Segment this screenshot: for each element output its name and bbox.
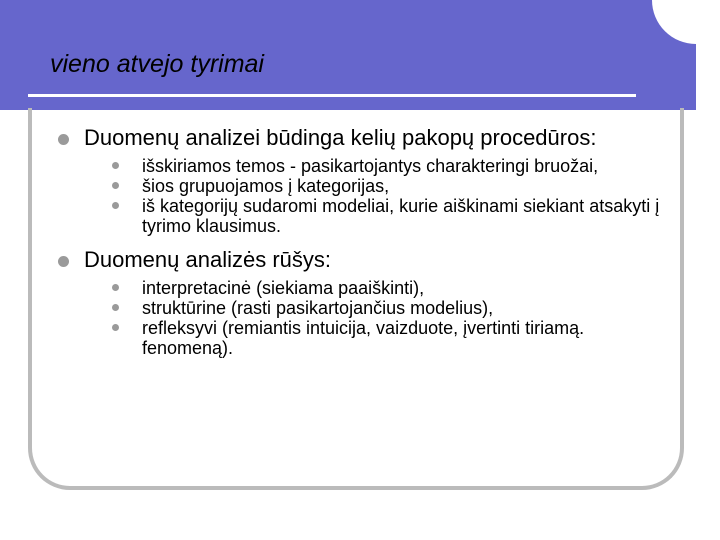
sub-bullet-text: iš kategorijų sudaromi modeliai, kurie aiškinami siekiant atsakyti į tyrimo klausimus. xyxy=(142,196,660,236)
sub-bullet-list xyxy=(112,278,678,358)
bullet-item xyxy=(58,246,678,358)
sub-bullet-dot-icon xyxy=(112,182,119,189)
sub-bullet-item xyxy=(112,156,678,176)
slide-title: vieno atvejo tyrimai xyxy=(50,50,264,78)
sub-bullet-text: interpretacinė (siekiama paaiškinti), xyxy=(142,278,425,298)
bullet-item xyxy=(58,124,678,236)
sub-bullet-dot-icon xyxy=(112,284,119,291)
sub-bullet-dot-icon xyxy=(112,202,119,209)
bullet-text: Duomenų analizės rūšys: xyxy=(84,247,332,272)
title-underline xyxy=(28,94,636,97)
sub-bullet-text: išskiriamos temos - pasikartojantys charakteringi bruožai, xyxy=(142,156,599,176)
sub-bullet-item xyxy=(112,318,678,358)
sub-bullet-item xyxy=(112,278,678,298)
bullet-text: Duomenų analizei būdinga kelių pakopų procedūros: xyxy=(84,125,597,150)
slide-content xyxy=(58,124,678,368)
sub-bullet-text: struktūrine (rasti pasikartojančius modelius), xyxy=(142,298,494,318)
sub-bullet-list xyxy=(112,156,678,236)
sub-bullet-dot-icon xyxy=(112,162,119,169)
sub-bullet-text: šios grupuojamos į kategorijas, xyxy=(142,176,390,196)
sub-bullet-dot-icon xyxy=(112,304,119,311)
bullet-list xyxy=(58,124,678,358)
bullet-dot-icon xyxy=(58,134,69,145)
sub-bullet-item xyxy=(112,298,678,318)
sub-bullet-dot-icon xyxy=(112,324,119,331)
bullet-dot-icon xyxy=(58,256,69,267)
sub-bullet-item xyxy=(112,176,678,196)
sub-bullet-item xyxy=(112,196,678,236)
sub-bullet-text: refleksyvi (remiantis intuicija, vaizduote, įvertinti tiriamą. fenomeną). xyxy=(142,318,585,358)
